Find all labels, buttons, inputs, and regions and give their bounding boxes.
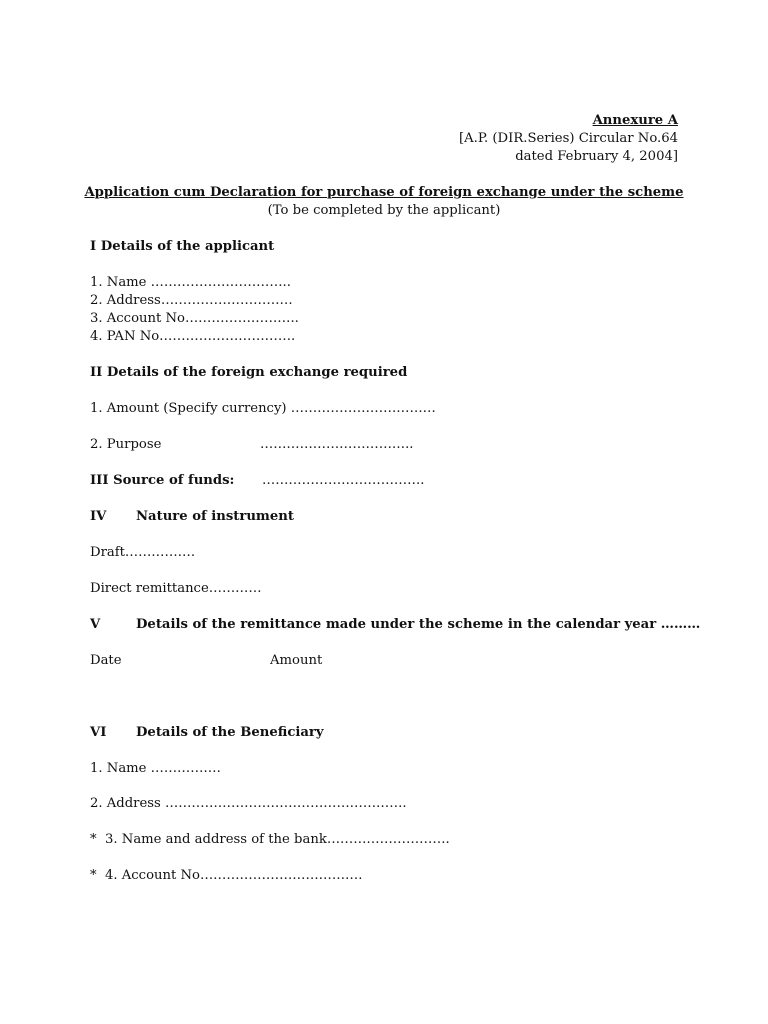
section-forex-heading: II Details of the foreign exchange required bbox=[90, 365, 408, 380]
section-remittance-heading bbox=[90, 617, 700, 633]
remittance-date-column: Date bbox=[90, 653, 122, 668]
section-source-heading: III Source of funds: bbox=[90, 473, 235, 488]
section-title: Details of the Beneficiary bbox=[136, 725, 324, 740]
section-number: V bbox=[90, 617, 101, 632]
source-of-funds-dots: ………………………………. bbox=[262, 473, 425, 488]
instrument-direct-remittance-field: Direct remittance………… bbox=[90, 581, 262, 596]
beneficiary-name-field: 1. Name ……………. bbox=[90, 761, 221, 776]
beneficiary-account-field bbox=[90, 868, 362, 884]
forex-purpose-label: 2. Purpose bbox=[90, 437, 162, 452]
circular-reference: [A.P. (DIR.Series) Circular No.64 bbox=[458, 131, 678, 146]
instrument-draft-field: Draft……………. bbox=[90, 545, 196, 560]
applicant-address-field: 2. Address………………………… bbox=[90, 293, 293, 308]
form-title bbox=[0, 185, 768, 201]
forex-amount-dots: …………………………… bbox=[290, 401, 436, 416]
applicant-name-field: 1. Name ………………………….. bbox=[90, 275, 291, 290]
asterisk-mark: * bbox=[90, 868, 97, 883]
forex-amount-field bbox=[90, 401, 436, 417]
beneficiary-bank-text: 3. Name and address of the bank………………………. bbox=[105, 832, 450, 847]
remittance-amount-column: Amount bbox=[270, 653, 323, 668]
section-beneficiary-heading bbox=[90, 725, 324, 741]
annexure-label: Annexure A bbox=[592, 113, 678, 128]
form-title-text: Application cum Declaration for purchase of foreign exchange under the scheme bbox=[84, 185, 684, 200]
forex-amount-label: 1. Amount (Specify currency) bbox=[90, 401, 287, 416]
section-title: Details of the remittance made under the scheme in the calendar year ……… bbox=[136, 617, 701, 632]
beneficiary-account-text: 4. Account No………………………………. bbox=[105, 868, 363, 883]
section-title: Nature of instrument bbox=[136, 509, 294, 524]
section-number: VI bbox=[90, 725, 107, 740]
applicant-account-field: 3. Account No…………………….. bbox=[90, 311, 299, 326]
section-number: IV bbox=[90, 509, 107, 524]
form-subtitle: (To be completed by the applicant) bbox=[267, 203, 501, 218]
beneficiary-bank-field bbox=[90, 832, 450, 848]
circular-date: dated February 4, 2004] bbox=[515, 149, 678, 164]
beneficiary-address-field: 2. Address ………………………………………………. bbox=[90, 796, 407, 811]
section-applicant-heading: I Details of the applicant bbox=[90, 239, 275, 254]
asterisk-mark: * bbox=[90, 832, 97, 847]
forex-purpose-dots: …………………………….. bbox=[260, 437, 414, 452]
section-instrument-heading bbox=[90, 509, 294, 525]
applicant-pan-field: 4. PAN No…………………………. bbox=[90, 329, 296, 344]
